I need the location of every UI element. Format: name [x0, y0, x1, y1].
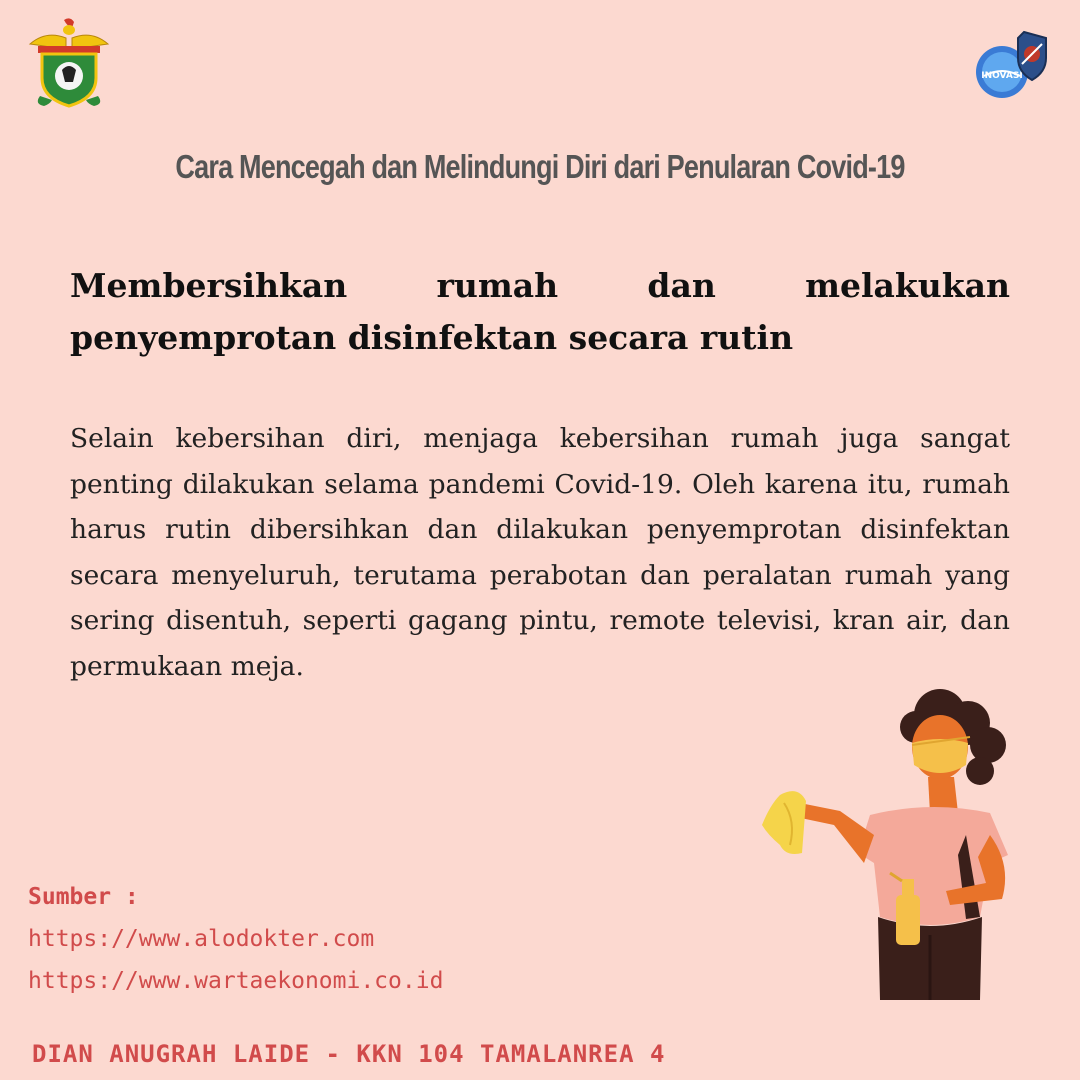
footer-credit: DIAN ANUGRAH LAIDE - KKN 104 TAMALANREA 4 — [32, 1040, 666, 1068]
section-heading: Membersihkan rumah dan melakukan penyemprotan disinfektan secara rutin — [70, 266, 1010, 357]
university-emblem-logo — [26, 16, 112, 110]
source-link-wartaekonomi[interactable]: https://www.wartaekonomi.co.id — [28, 968, 444, 994]
sources-label: Sumber : — [28, 884, 139, 910]
sources-block — [28, 876, 443, 1002]
body-paragraph: Selain kebersihan diri, menjaga kebersihan rumah juga sangat penting dilakukan selama pandemi Covid-19. Oleh karena itu, rumah harus rutin dibersihkan dan dilakukan penyemprotan disinfektan secara menyeluruh, terutama perabotan dan peralatan rumah yang sering disentuh, seperti gagang pintu, remote televisi, kran air, dan permukaan meja. — [70, 423, 1010, 682]
badge-text: INOVASI — [981, 71, 1023, 81]
kkn-covid-badge-logo — [970, 26, 1054, 100]
cleaning-woman-illustration — [740, 685, 1040, 1000]
page-title: Cara Mencegah dan Melindungi Diri dari Penularan Covid-19 — [175, 148, 905, 185]
source-link-alodokter[interactable]: https://www.alodokter.com — [28, 926, 375, 952]
